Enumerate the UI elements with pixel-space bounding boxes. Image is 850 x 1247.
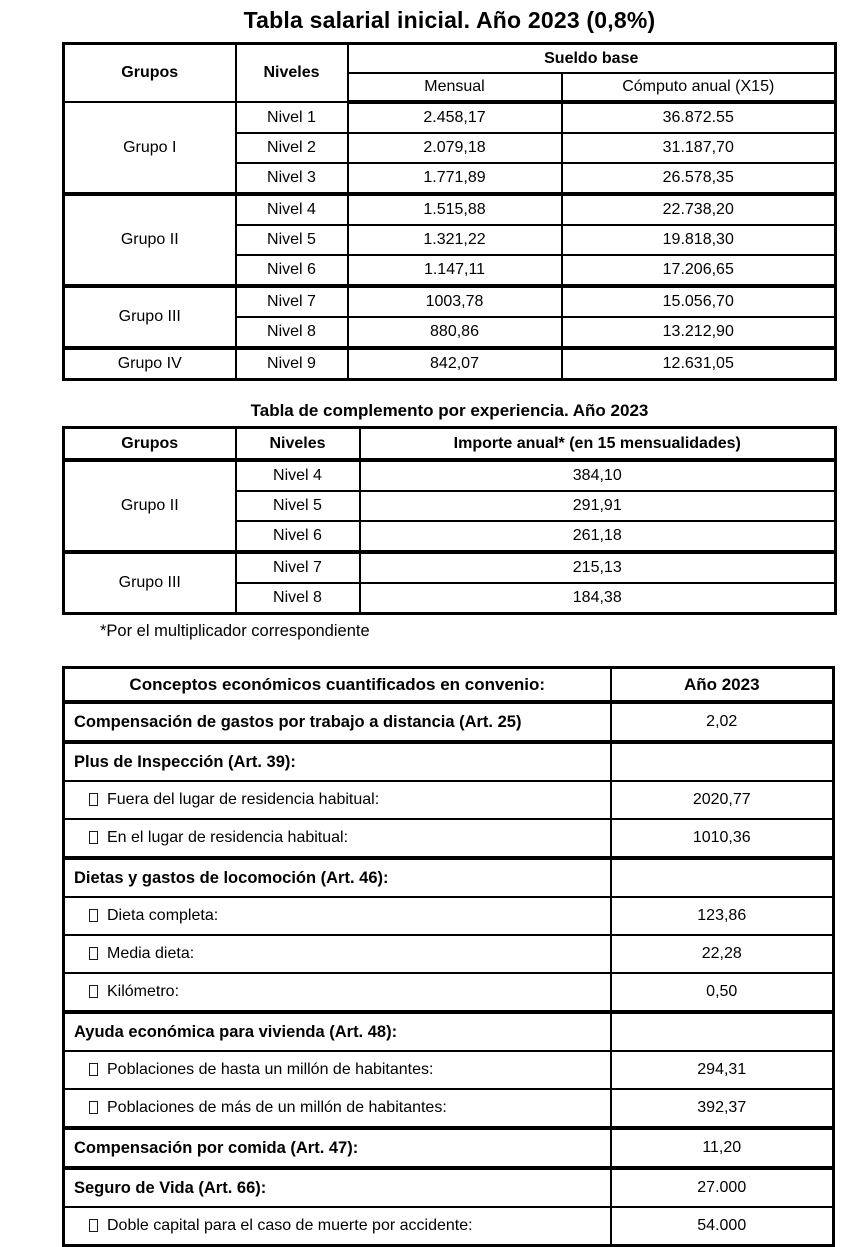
mensual-cell: 880,86 xyxy=(348,317,562,348)
concept-label: En el lugar de residencia habitual: xyxy=(107,829,349,846)
table-row xyxy=(64,668,834,703)
table-row xyxy=(64,1168,834,1207)
table-row xyxy=(64,552,836,583)
concept-value: 54.000 xyxy=(611,1207,834,1246)
experience-table xyxy=(62,426,837,615)
page-title: Tabla salarial inicial. Año 2023 (0,8%) xyxy=(243,7,656,33)
table-row xyxy=(64,897,834,935)
table-row xyxy=(64,460,836,491)
concept-label: Doble capital para el caso de muerte por accidente: xyxy=(107,1217,473,1234)
table-row xyxy=(64,1051,834,1089)
multiplier-footnote: *Por el multiplicador correspondiente xyxy=(100,622,370,640)
salary-table xyxy=(62,42,837,381)
concepts-header-label: Conceptos económicos cuantificados en convenio: xyxy=(64,668,611,703)
mensual-cell: 1.321,22 xyxy=(348,225,562,255)
table-row xyxy=(64,1207,834,1246)
table-row xyxy=(64,1089,834,1128)
concept-label: Dieta completa: xyxy=(107,907,219,924)
concept-value: 11,20 xyxy=(611,1128,834,1168)
concept-value xyxy=(611,858,834,897)
table-row xyxy=(64,348,836,380)
table-row xyxy=(64,286,836,317)
tofu-box-icon xyxy=(89,947,98,960)
anual-cell: 12.631,05 xyxy=(562,348,836,380)
importe-cell: 184,38 xyxy=(360,583,836,614)
tofu-box-icon xyxy=(89,1219,98,1232)
importe-cell: 215,13 xyxy=(360,552,836,583)
concept-value xyxy=(611,1012,834,1051)
concept-value: 2020,77 xyxy=(611,781,834,819)
nivel-cell: Nivel 2 xyxy=(236,133,348,163)
concept-label: Fuera del lugar de residencia habitual: xyxy=(107,791,380,808)
anual-cell: 36.872.55 xyxy=(562,102,836,133)
salary-header-computo-anual: Cómputo anual (X15) xyxy=(562,73,836,102)
tofu-box-icon xyxy=(89,831,98,844)
salary-header-mensual: Mensual xyxy=(348,73,562,102)
table-row xyxy=(64,194,836,225)
anual-cell: 17.206,65 xyxy=(562,255,836,286)
anual-cell: 22.738,20 xyxy=(562,194,836,225)
tofu-box-icon xyxy=(89,1063,98,1076)
table-row xyxy=(64,702,834,742)
anual-cell: 26.578,35 xyxy=(562,163,836,194)
group-name-cell: Grupo II xyxy=(64,194,236,286)
tofu-box-icon xyxy=(89,793,98,806)
importe-cell: 261,18 xyxy=(360,521,836,552)
experience-header-importe: Importe anual* (en 15 mensualidades) xyxy=(360,428,836,461)
mensual-cell: 1.771,89 xyxy=(348,163,562,194)
mensual-cell: 2.458,17 xyxy=(348,102,562,133)
table-row xyxy=(64,973,834,1012)
concept-label: Poblaciones de hasta un millón de habitantes: xyxy=(107,1061,434,1078)
concepts-header-year: Año 2023 xyxy=(611,668,834,703)
table-row xyxy=(64,819,834,858)
experience-header-niveles: Niveles xyxy=(236,428,360,461)
tofu-box-icon xyxy=(89,1101,98,1114)
nivel-cell: Nivel 1 xyxy=(236,102,348,133)
importe-cell: 291,91 xyxy=(360,491,836,521)
mensual-cell: 2.079,18 xyxy=(348,133,562,163)
table-row xyxy=(64,935,834,973)
concept-value: 1010,36 xyxy=(611,819,834,858)
mensual-cell: 1.147,11 xyxy=(348,255,562,286)
concept-value: 2,02 xyxy=(611,702,834,742)
anual-cell: 31.187,70 xyxy=(562,133,836,163)
concept-value: 27.000 xyxy=(611,1168,834,1207)
anual-cell: 19.818,30 xyxy=(562,225,836,255)
concept-label: Kilómetro: xyxy=(107,983,180,1000)
concepts-table xyxy=(62,666,835,1247)
group-name-cell: Grupo III xyxy=(64,552,236,614)
salary-header-sueldo-base: Sueldo base xyxy=(348,44,836,74)
concept-value: 123,86 xyxy=(611,897,834,935)
importe-cell: 384,10 xyxy=(360,460,836,491)
concept-label: Ayuda económica para vivienda (Art. 48): xyxy=(64,1012,611,1051)
concept-label: Seguro de Vida (Art. 66): xyxy=(64,1168,611,1207)
nivel-cell: Nivel 8 xyxy=(236,317,348,348)
nivel-cell: Nivel 8 xyxy=(236,583,360,614)
mensual-cell: 1.515,88 xyxy=(348,194,562,225)
group-name-cell: Grupo IV xyxy=(64,348,236,380)
tofu-box-icon xyxy=(89,985,98,998)
anual-cell: 13.212,90 xyxy=(562,317,836,348)
anual-cell: 15.056,70 xyxy=(562,286,836,317)
group-name-cell: Grupo II xyxy=(64,460,236,552)
nivel-cell: Nivel 5 xyxy=(236,225,348,255)
concept-value: 392,37 xyxy=(611,1089,834,1128)
nivel-cell: Nivel 6 xyxy=(236,521,360,552)
table-row xyxy=(64,781,834,819)
mensual-cell: 842,07 xyxy=(348,348,562,380)
table-row xyxy=(64,102,836,133)
nivel-cell: Nivel 9 xyxy=(236,348,348,380)
table-row xyxy=(64,1012,834,1051)
table-row xyxy=(64,742,834,781)
tofu-box-icon xyxy=(89,909,98,922)
nivel-cell: Nivel 3 xyxy=(236,163,348,194)
table-row xyxy=(64,858,834,897)
table-row xyxy=(64,1128,834,1168)
salary-header-grupos: Grupos xyxy=(64,44,236,103)
concept-value: 294,31 xyxy=(611,1051,834,1089)
nivel-cell: Nivel 6 xyxy=(236,255,348,286)
salary-header-niveles: Niveles xyxy=(236,44,348,103)
concept-label: Media dieta: xyxy=(107,945,195,962)
nivel-cell: Nivel 7 xyxy=(236,286,348,317)
experience-header-grupos: Grupos xyxy=(64,428,236,461)
group-name-cell: Grupo III xyxy=(64,286,236,348)
concept-label: Compensación por comida (Art. 47): xyxy=(64,1128,611,1168)
nivel-cell: Nivel 5 xyxy=(236,491,360,521)
concept-value: 22,28 xyxy=(611,935,834,973)
concept-value: 0,50 xyxy=(611,973,834,1012)
concept-value xyxy=(611,742,834,781)
group-name-cell: Grupo I xyxy=(64,102,236,194)
concept-label: Compensación de gastos por trabajo a distancia (Art. 25) xyxy=(64,702,611,742)
concept-label: Poblaciones de más de un millón de habitantes: xyxy=(107,1099,447,1116)
mensual-cell: 1003,78 xyxy=(348,286,562,317)
experience-table-title: Tabla de complemento por experiencia. Año 2023 xyxy=(250,401,649,420)
nivel-cell: Nivel 4 xyxy=(236,194,348,225)
concept-label: Plus de Inspección (Art. 39): xyxy=(64,742,611,781)
concept-label: Dietas y gastos de locomoción (Art. 46): xyxy=(64,858,611,897)
nivel-cell: Nivel 7 xyxy=(236,552,360,583)
nivel-cell: Nivel 4 xyxy=(236,460,360,491)
